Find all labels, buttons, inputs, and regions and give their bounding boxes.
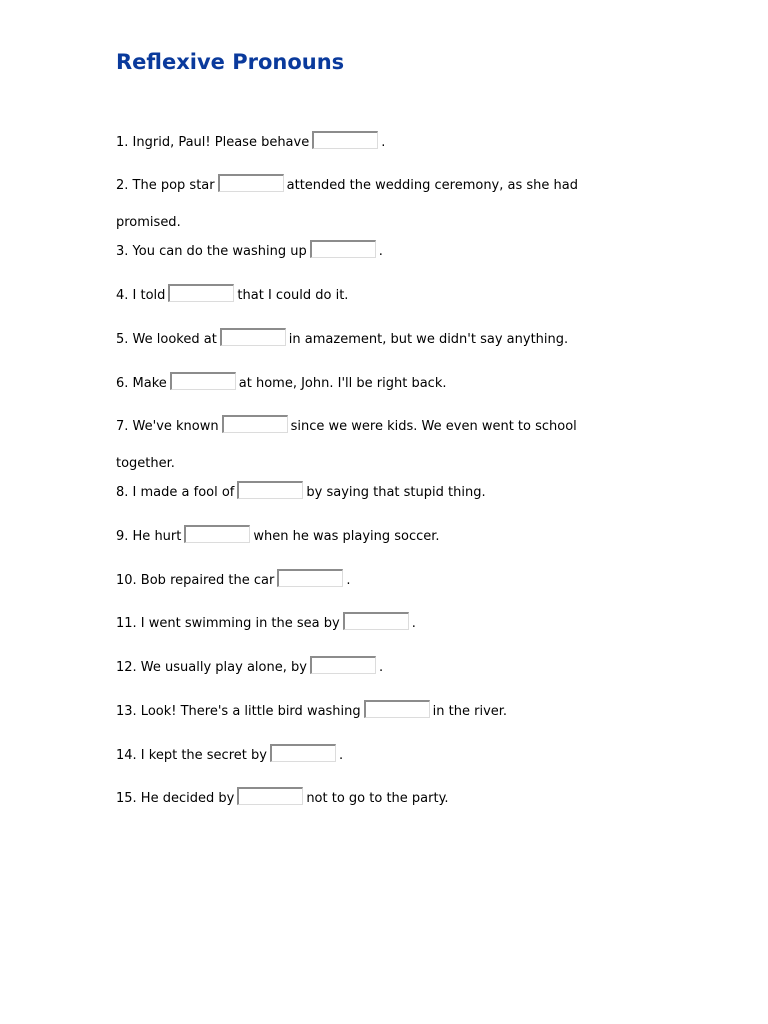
item-text-after: . (411, 616, 416, 631)
item-text-before: 13. Look! There's a little bird washing (116, 704, 361, 719)
item-text-before: 2. The pop star (116, 178, 215, 193)
exercise-item-10 (116, 562, 636, 599)
exercise-item-4 (116, 277, 636, 314)
item-text-after: . (381, 135, 386, 150)
exercise-item-11 (116, 605, 636, 642)
item-text-before: 3. You can do the washing up (116, 244, 307, 259)
item-text-before: 15. He decided by (116, 791, 235, 806)
answer-field-8[interactable] (237, 481, 303, 499)
item-text-after: by saying that stupid thing. (306, 485, 486, 500)
item-text-before: 5. We looked at (116, 332, 217, 347)
item-text-after: . (346, 573, 351, 588)
answer-field-9[interactable] (184, 525, 250, 543)
answer-field-6[interactable] (170, 372, 236, 390)
answer-field-2[interactable] (218, 174, 284, 192)
page-title: Reflexive Pronouns (116, 50, 345, 74)
exercise-item-15 (116, 780, 636, 817)
item-text-after: . (378, 660, 384, 675)
item-text-before: 11. I went swimming in the sea by (116, 616, 340, 631)
item-text-before: 7. We've known (116, 419, 219, 434)
exercise-item-2 (116, 167, 616, 241)
item-text-after: at home, John. I'll be right back. (238, 376, 447, 391)
item-text-after: when he was playing soccer. (253, 529, 440, 544)
exercise-item-12 (116, 649, 636, 686)
exercise-item-5 (116, 321, 636, 358)
item-text-before: 14. I kept the secret by (116, 748, 267, 763)
item-text-after: not to go to the party. (306, 791, 449, 806)
answer-field-13[interactable] (364, 700, 430, 718)
exercise-item-3 (116, 233, 636, 270)
exercise-item-1 (116, 124, 636, 161)
item-text-after: in the river. (432, 704, 508, 719)
item-text-before: 6. Make (116, 376, 167, 391)
exercise-item-7 (116, 408, 616, 482)
exercise-item-14 (116, 737, 636, 774)
answer-field-7[interactable] (222, 415, 288, 433)
item-text-before: 12. We usually play alone, by (116, 660, 307, 675)
answer-field-15[interactable] (237, 787, 303, 805)
answer-field-1[interactable] (312, 131, 378, 149)
answer-field-5[interactable] (220, 328, 286, 346)
item-text-after: since we were kids. We even went to school together. (116, 419, 577, 471)
exercise-item-6 (116, 365, 636, 402)
item-text-after: in amazement, but we didn't say anything. (288, 332, 569, 347)
item-text-before: 8. I made a fool of (116, 485, 235, 500)
exercise-item-13 (116, 693, 636, 730)
answer-field-12[interactable] (310, 656, 376, 674)
answer-field-10[interactable] (277, 569, 343, 587)
answer-field-11[interactable] (343, 612, 409, 630)
item-text-before: 1. Ingrid, Paul! Please behave (116, 135, 310, 150)
item-text-after: . (338, 748, 344, 763)
answer-field-4[interactable] (168, 284, 234, 302)
exercise-item-8 (116, 474, 636, 511)
answer-field-14[interactable] (270, 744, 336, 762)
item-text-before: 9. He hurt (116, 529, 182, 544)
item-text-after: . (378, 244, 383, 259)
item-text-before: 4. I told (116, 288, 166, 303)
item-text-after: attended the wedding ceremony, as she had promised. (116, 178, 578, 230)
item-text-after: that I could do it. (237, 288, 349, 303)
answer-field-3[interactable] (310, 240, 376, 258)
exercise-item-9 (116, 518, 636, 555)
item-text-before: 10. Bob repaired the car (116, 573, 275, 588)
